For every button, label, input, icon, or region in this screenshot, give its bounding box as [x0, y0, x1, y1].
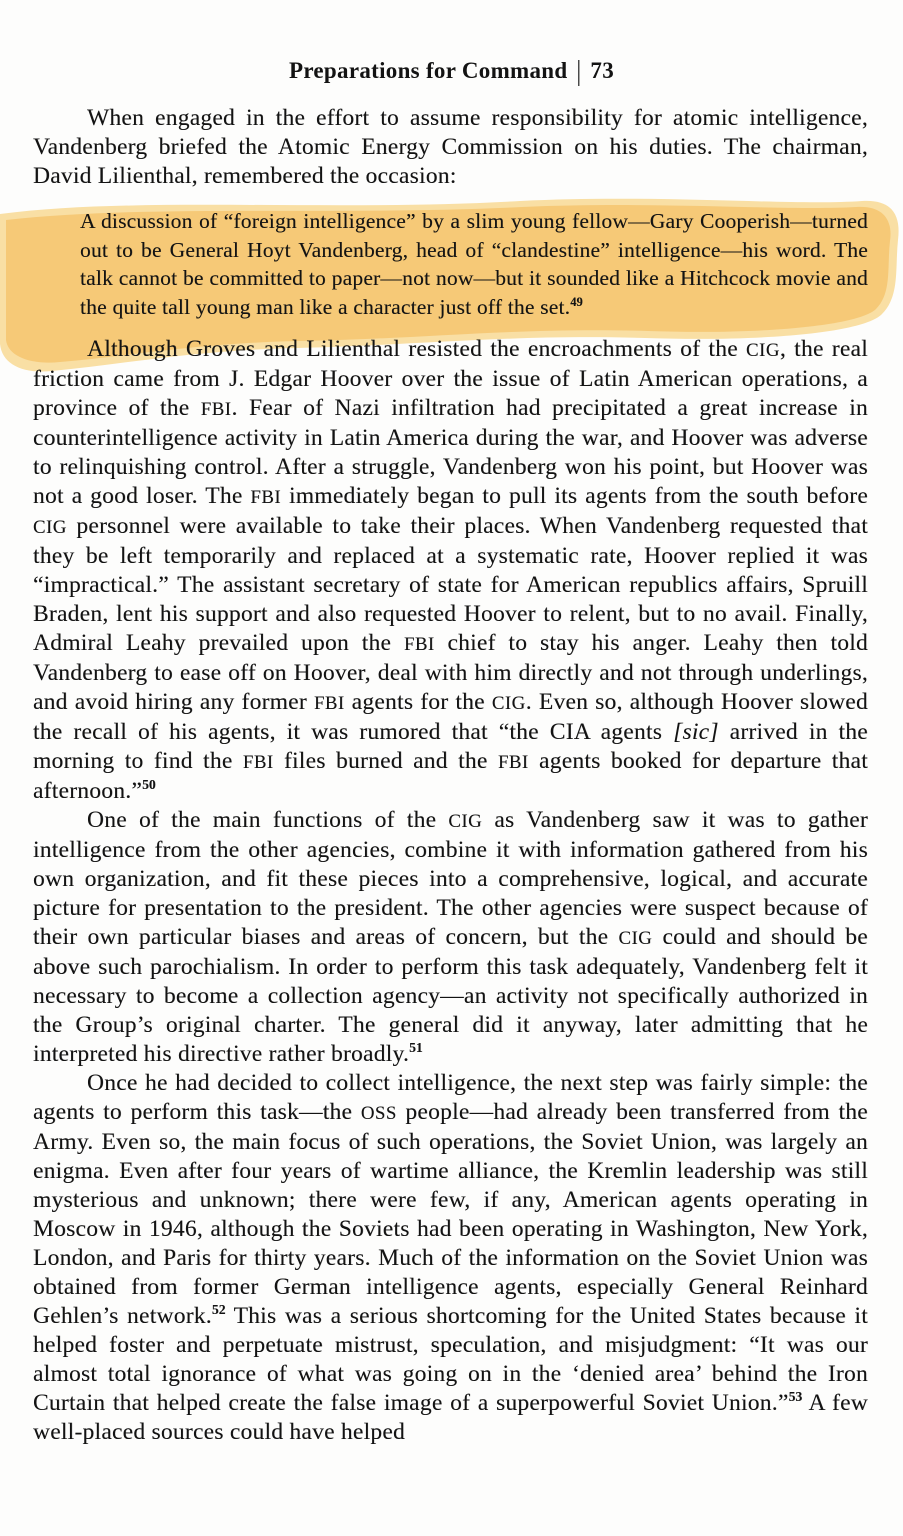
page-number: 73 — [590, 58, 615, 83]
text-segment: as Vandenberg saw it was to gather intelligence from the other agencies, combine it with information gathered from his own organization, and fit these pieces into a comprehensive, logical, and accurate picture for presentation to the president. The other agencies were suspect because of their own particular biases and areas of concern, but the — [33, 807, 869, 950]
text-segment: When engaged in the effort to assume responsibility for atomic intelligence, Vandenberg briefed the Atomic Energy Commission on his duties. The chairman, David Lilienthal, remembered the occasion: — [33, 105, 868, 189]
text-segment: people—had already been transferred from the Army. Even so, the main focus of such operations, the Soviet Union, was largely an enigma. Even after four years of wartime alliance, the Kremlin leadership was still mysterious and unknown; there were few, if any, American agents operating in Moscow in 1946, although the Soviets had been operating in Washington, New York, London, and Paris for thirty years. Much of the information on the Soviet Union was obtained from former German intelligence agents, especially General Reinhard Gehlen’s network. — [33, 1099, 868, 1329]
text-segment: . Even so, although Hoover slowed the recall of his agents, it was rumored that “the CIA agents — [33, 689, 868, 745]
text-segment: chief to stay his anger. Leahy then told Vandenberg to ease off on Hoover, deal with him directly and not through underlings, and avoid hiring any former — [33, 630, 868, 715]
footnote-ref: 49 — [570, 294, 583, 309]
text-segment: arrived in the morning to find the — [33, 719, 868, 774]
page-body — [33, 104, 868, 1447]
paragraph-intro — [33, 104, 868, 191]
paragraph-cig-functions — [33, 806, 868, 1069]
small-caps-acronym: FBI — [497, 752, 529, 773]
footnote-ref: 53 — [788, 1389, 803, 1405]
small-caps-acronym: CIG — [448, 811, 483, 832]
text-segment: personnel were available to take their places. When Vandenberg requested that they be left temporarily and replaced at a systematic rate, Hoover replied it was “impractical.” The assistant secretary of state for American republics affairs, Spruill Braden, lent his support and also requested Hoover to relent, but to no avail. Finally, Admiral Leahy prevailed upon the — [33, 513, 868, 656]
footnote-ref: 51 — [409, 1040, 423, 1056]
page-header-title: Preparations for Command — [288, 58, 568, 83]
paragraph-hoover-friction — [33, 335, 868, 806]
small-caps-acronym: CIG — [491, 693, 526, 714]
text-segment: , the real friction came from J. Edgar Hoover over the issue of Latin American operations, a province of the — [33, 336, 868, 421]
small-caps-acronym: CIG — [33, 517, 67, 538]
block-quote-lilienthal — [80, 207, 868, 321]
small-caps-acronym: FBI — [313, 693, 345, 714]
text-segment: agents booked for departure that afternoon.” — [33, 748, 869, 804]
page-header-divider: | — [576, 54, 582, 86]
paragraph-collect-intelligence — [33, 1069, 868, 1447]
text-segment: A discussion of “foreign intelligence” by a slim young fellow—Gary Cooperish—turned out to be General Hoyt Vandenberg, head of “clandestine” intelligence—his word. The talk cannot be committed to paper—not now—but it sounded like a Hitchcock movie and the quite tall young man like a character just off the set. — [80, 209, 868, 319]
footnote-ref: 52 — [211, 1302, 226, 1318]
text-segment: A few well-placed sources could have helped — [33, 1390, 868, 1445]
text-segment: immediately began to pull its agents from the south before — [281, 483, 868, 509]
text-segment: . Fear of Nazi infiltration had precipitated a great increase in counterintelligence activity in Latin America during the war, and Hoover was adverse to relinquishing control. After a struggle, Vandenberg won his point, but Hoover was not a good loser. The — [33, 395, 868, 509]
text-segment: [sic] — [673, 719, 719, 745]
small-caps-acronym: FBI — [200, 399, 232, 420]
footnote-ref: 50 — [142, 777, 156, 793]
small-caps-acronym: CIG — [746, 340, 780, 361]
page-header — [0, 54, 903, 86]
text-segment: Although Groves and Lilienthal resisted the encroachments of the — [87, 336, 747, 362]
text-segment: files burned and the — [273, 748, 498, 774]
text-segment: Once he had decided to collect intelligence, the next step was fairly simple: the agents to perform this task—the — [33, 1070, 868, 1125]
small-caps-acronym: FBI — [403, 634, 435, 655]
small-caps-acronym: OSS — [360, 1103, 397, 1124]
small-caps-acronym: CIG — [618, 928, 653, 949]
text-segment: could and should be above such parochialism. In order to perform this task adequately, Vandenberg felt it necessary to become a collection agency—an activity not specifically authorized in the Group’s original charter. The general did it anyway, later admitting that he interpreted his directive rather broadly. — [33, 924, 868, 1067]
text-segment: This was a serious shortcoming for the United States because it helped foster and perpetuate mistrust, speculation, and misjudgment: “It was our almost total ignorance of what was going on in the ‘denied area’ behind the Iron Curtain that helped create the false image of a superpowerful Soviet Union.” — [33, 1303, 868, 1416]
text-segment: agents for the — [344, 689, 492, 715]
text-segment: One of the main functions of the — [87, 807, 449, 833]
small-caps-acronym: FBI — [250, 487, 282, 508]
small-caps-acronym: FBI — [242, 752, 274, 773]
